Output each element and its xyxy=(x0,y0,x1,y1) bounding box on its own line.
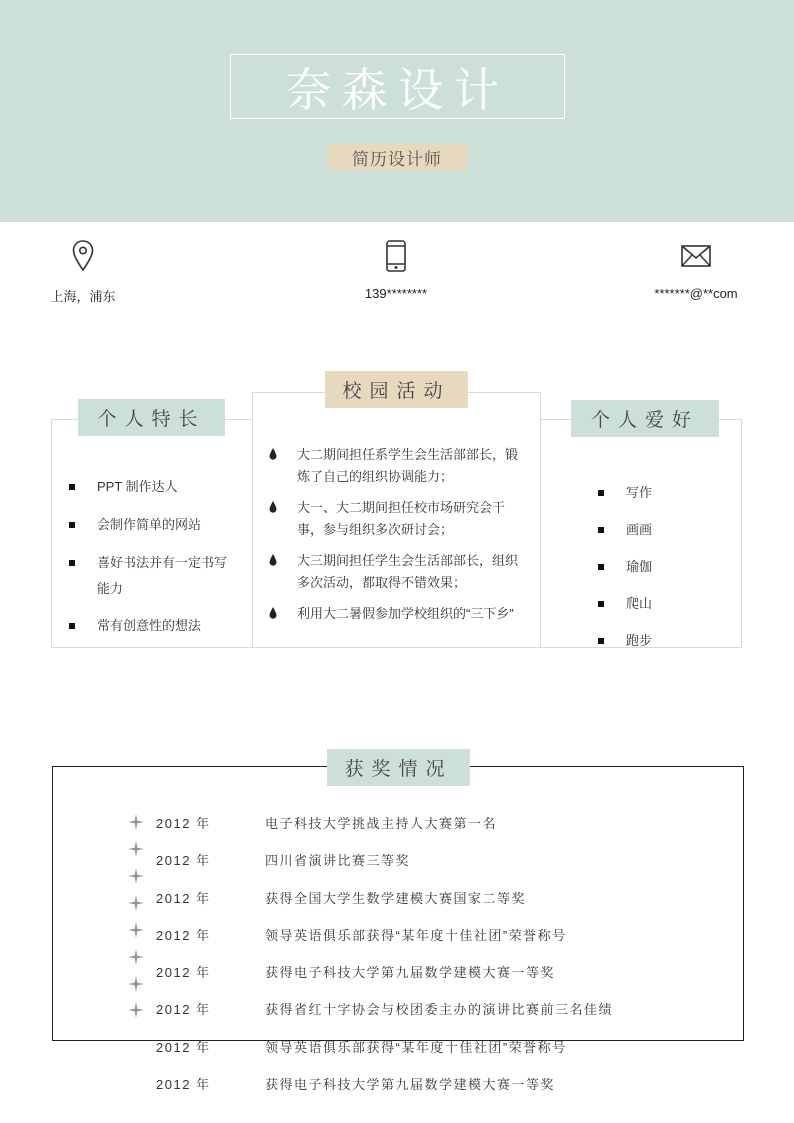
campus-list xyxy=(269,444,521,634)
award-year: 2012 年 xyxy=(156,1001,211,1017)
list-item: 画画 xyxy=(598,517,728,543)
award-text: 电子科技大学挑战主持人大赛第一名 xyxy=(265,815,498,831)
job-title-badge: 简历设计师 xyxy=(327,144,467,170)
award-row xyxy=(156,1036,567,1056)
award-row xyxy=(156,1073,555,1093)
name-title: 奈森设计 xyxy=(230,54,565,119)
award-row xyxy=(156,849,410,869)
award-year: 2012 年 xyxy=(156,815,211,831)
sparkle-star-icon xyxy=(128,841,144,857)
email-text: *******@**com xyxy=(654,286,738,301)
sparkle-star-icon xyxy=(128,949,144,965)
contact-phone xyxy=(316,238,476,301)
skills-panel xyxy=(51,419,253,648)
award-row xyxy=(156,961,555,981)
campus-title: 校园活动 xyxy=(325,371,468,408)
hobbies-panel xyxy=(540,419,742,648)
header-banner xyxy=(0,0,794,222)
skills-title: 个人特长 xyxy=(78,399,225,436)
list-item xyxy=(269,550,521,594)
contact-email xyxy=(616,238,776,301)
contact-location xyxy=(3,238,163,305)
mobile-phone-icon xyxy=(316,238,476,274)
list-item: 爬山 xyxy=(598,591,728,617)
award-row xyxy=(156,924,567,944)
award-text: 领导英语俱乐部获得“某年度十佳社团”荣誉称号 xyxy=(265,927,567,943)
list-item: 喜好书法并有一定书写能力 xyxy=(69,550,239,602)
award-text: 获得省红十字协会与校团委主办的演讲比赛前三名佳绩 xyxy=(265,1001,614,1017)
list-item: 会制作简单的网站 xyxy=(69,512,239,538)
list-item-text: 大三期间担任学生会生活部部长，组织多次活动，都取得不错效果； xyxy=(297,553,519,590)
award-year: 2012 年 xyxy=(156,890,211,906)
award-text: 获得电子科技大学第九届数学建模大赛一等奖 xyxy=(265,964,556,980)
sparkle-star-icon xyxy=(128,868,144,884)
awards-title: 获奖情况 xyxy=(327,749,470,786)
award-text: 获得全国大学生数学建模大赛国家二等奖 xyxy=(265,890,527,906)
hobbies-title: 个人爱好 xyxy=(571,400,719,437)
award-row xyxy=(156,812,497,832)
list-item: 跑步 xyxy=(598,628,728,654)
sparkle-star-icon xyxy=(128,895,144,911)
award-text: 领导英语俱乐部获得“某年度十佳社团”荣誉称号 xyxy=(265,1039,567,1055)
list-item: PPT 制作达人 xyxy=(69,474,239,500)
sparkle-star-icon xyxy=(128,922,144,938)
list-item: 常有创意性的想法 xyxy=(69,613,239,639)
location-text: 上海，浦东 xyxy=(50,289,116,304)
sparkle-star-icon xyxy=(128,976,144,992)
list-item xyxy=(269,603,521,625)
drop-bullet-icon xyxy=(269,554,277,566)
list-item xyxy=(269,444,521,488)
award-year: 2012 年 xyxy=(156,927,211,943)
sparkle-star-icon xyxy=(128,1002,144,1018)
award-year: 2012 年 xyxy=(156,1039,211,1055)
drop-bullet-icon xyxy=(269,501,277,513)
list-item: 瑜伽 xyxy=(598,554,728,580)
award-year: 2012 年 xyxy=(156,852,211,868)
envelope-icon xyxy=(616,238,776,274)
award-row xyxy=(156,998,613,1018)
list-item-text: 利用大二暑假参加学校组织的“三下乡” xyxy=(297,606,514,621)
award-year: 2012 年 xyxy=(156,964,211,980)
list-item: 写作 xyxy=(598,480,728,506)
list-item xyxy=(269,497,521,541)
hobbies-list xyxy=(598,480,728,654)
sparkle-star-icon xyxy=(128,814,144,830)
drop-bullet-icon xyxy=(269,448,277,460)
campus-panel xyxy=(252,392,541,648)
skills-list xyxy=(69,474,239,639)
list-item-text: 大二期间担任系学生会生活部部长，锻炼了自己的组织协调能力； xyxy=(297,447,519,484)
list-item-text: 大一、大二期间担任校市场研究会干事，参与组织多次研讨会； xyxy=(297,500,506,537)
award-text: 四川省演讲比赛三等奖 xyxy=(265,852,411,868)
award-text: 获得电子科技大学第九届数学建模大赛一等奖 xyxy=(265,1076,556,1092)
phone-text: 139******** xyxy=(364,286,428,301)
award-row xyxy=(156,887,526,907)
drop-bullet-icon xyxy=(269,607,277,619)
location-pin-icon xyxy=(3,238,163,274)
award-year: 2012 年 xyxy=(156,1076,211,1092)
